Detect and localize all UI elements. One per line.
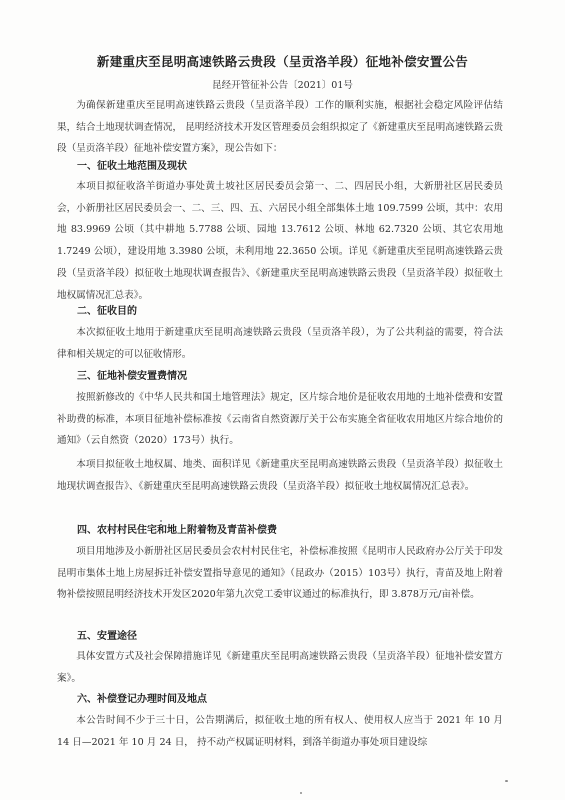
section-3-paragraph-1: 按照新修改的《中华人民共和国土地管理法》规定，区片综合地价是征收农用地的土地补偿费和安置补助费的标准，本项目征地补偿标准按《云南省自然资源厅关于公布实施全省征收农用地区片综合地价的通知》（云自然资（2020）173号）执行。	[57, 392, 503, 447]
section-2-heading: 二、征收目的	[77, 306, 137, 317]
section-5-paragraph-1: 具体安置方式及社会保障措施详见《新建重庆至昆明高速铁路云贵段（呈贡洛羊段）征地补偿安置方案》。	[57, 651, 503, 684]
intro-paragraph: 为确保新建重庆至昆明高速铁路云贵段（呈贡洛羊段）工作的顺利实施，根据社会稳定风险评估结果，结合土地现状调查情况， 昆明经济技术开发区管理委员会组织拟定了《新建重庆至昆明高速铁路云贵段（呈贡洛羊段）征地补偿安置方案》，现公告如下：	[57, 100, 503, 155]
section-3-paragraph-2: 本项目拟征收土地权属、地类、面积详见《新建重庆至昆明高速铁路云贵段（呈贡洛羊段）拟征收土地现状调查报告》、《新建重庆至昆明高速铁路云贵段（呈贡洛羊段）拟征收土地权属情况汇总表》。	[57, 459, 503, 492]
section-1-paragraph-1: 本项目拟征收洛羊街道办事处黄土坡社区居民委员会第一、二、四居民小组，大新册社区居民委员会，小新册社区居民委员会一、二、三、四、五、六居民小组全部集体土地 109.7599 公顷，其中：农用地 83.9969 公顷（其中耕地 5.7788 公顷、园地 13.7612 公顷、林地 62.7320 公顷、其它农用地 1.7249 公顷），建设用地 3.3980 公顷，未利用地 22.3650 公顷。详见《新建重庆至昆明高速铁路云贵段（呈贡洛羊段）拟征收土地现状调查报告》、《新建重庆至昆明高速铁路云贵段（呈贡洛羊段）拟征收土地权属情况汇总表》。	[57, 181, 503, 301]
section-2-paragraph-1: 本次拟征收土地用于新建重庆至昆明高速铁路云贵段（呈贡洛羊段），为了公共利益的需要，符合法律和相关规定的可以征收情形。	[57, 327, 503, 360]
scan-speck	[300, 792, 302, 794]
scan-speck	[160, 520, 162, 522]
document-number: 昆经开管征补公告〔2021〕01号	[212, 80, 353, 91]
section-4-paragraph-1: 项目用地涉及小新册社区居民委员会农村村民住宅，补偿标准按照《昆明市人民政府办公厅关于印发昆明市集体土地上房屋拆迁补偿安置指导意见的通知》（昆政办（2015）103号）执行，青苗及地上附着物补偿按照昆明经济技术开发区2020年第九次党工委审议通过的标准执行，即 3.878万元/亩补偿。	[57, 546, 503, 601]
document-title: 新建重庆至昆明高速铁路云贵段（呈贡洛羊段）征地补偿安置公告	[96, 54, 469, 69]
section-1-heading: 一、征收土地范围及现状	[77, 161, 187, 172]
section-5-heading: 五、安置途径	[77, 631, 137, 642]
section-4-heading: 四、农村村民住宅和地上附着物及青苗补偿费	[77, 525, 277, 536]
section-6-heading: 六、补偿登记办理时间及地点	[77, 694, 207, 705]
section-3-heading: 三、征地补偿安置费情况	[77, 371, 187, 382]
scan-speck	[505, 780, 508, 782]
section-6-paragraph-1: 本公告时间不少于三十日，公告期满后，拟征收土地的所有权人、使用权人应当于 2021 年 10 月 14 日—2021 年 10 月 24 日， 持不动产权属证明材料，到洛羊街道办事处项目建设综	[57, 715, 503, 748]
